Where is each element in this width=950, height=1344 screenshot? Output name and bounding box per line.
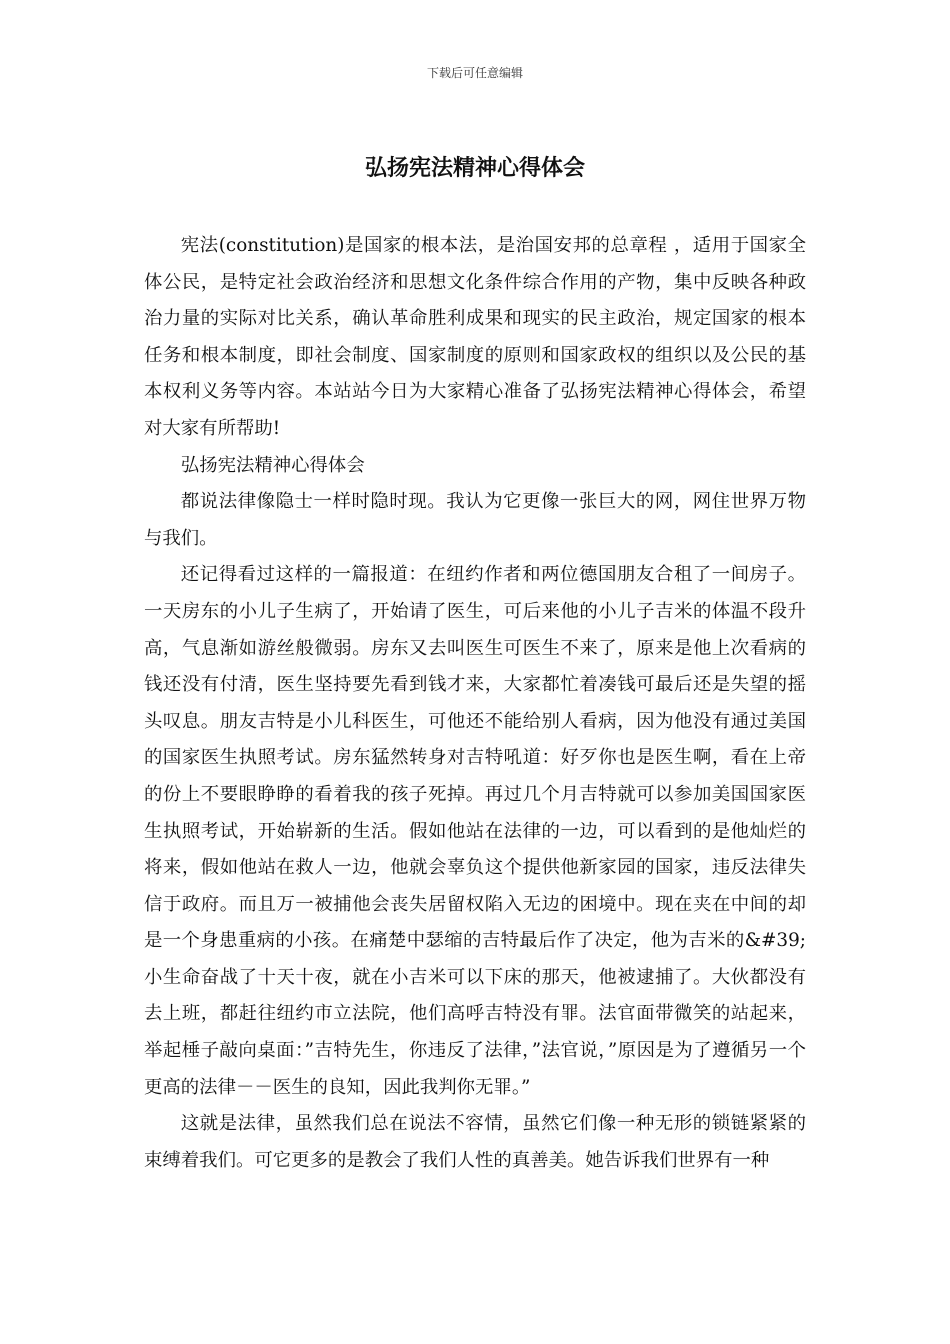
body-paragraph: 都说法律像隐士一样时隐时现。我认为它更像一张巨大的网，网住世界万物与我们。 <box>144 491 806 549</box>
document-body <box>144 228 806 1179</box>
story-paragraph: 还记得看过这样的一篇报道：在纽约作者和两位德国朋友合租了一间房子。一天房东的小儿子生病了，开始请了医生，可后来他的小儿子吉米的体温不段升高，气息渐如游丝般微弱。房东又去叫医生可医生不来了，原来是他上次看病的钱还没有付清，医生坚持要先看到钱才来，大家都忙着凑钱可最后还是失望的摇头叹息。朋友吉特是小儿科医生，可他还不能给别人看病，因为他没有通过美国的国家医生执照考试。房东猛然转身对吉特吼道：好歹你也是医生啊，看在上帝的份上不要眼睁睁的看着我的孩子死掉。再过几个月吉特就可以参加美国国家医生执照考试，开始崭新的生活。假如他站在法律的一边，可以看到的是他灿烂的将来，假如他站在救人一边，他就会辜负这个提供他新家园的国家，违反法律失信于政府。而且万一被捕他会丧失居留权陷入无边的困境中。现在夹在中间的却是一个身患重病的小孩。在痛楚中瑟缩的吉特最后作了决定，他为吉米的&#39;小生命奋战了十天十夜，就在小吉米可以下床的那天，他被逮捕了。大伙都没有去上班，都赶往纽约市立法院，他们高呼吉特没有罪。法官面带微笑的站起来，举起棰子敲向桌面：”吉特先生，你违反了法律，”法官说，”原因是为了遵循另一个更高的法律－－医生的良知，因此我判你无罪。” <box>144 564 806 1098</box>
document-title: 弘扬宪法精神心得体会 <box>364 155 585 181</box>
section-heading: 弘扬宪法精神心得体会 <box>180 454 365 476</box>
closing-paragraph: 这就是法律，虽然我们总在说法不容情，虽然它们像一种无形的锁链紧紧的束缚着我们。可它更多的是教会了我们人性的真善美。她告诉我们世界有一种 <box>144 1113 806 1171</box>
intro-paragraph: 宪法(constitution)是国家的根本法，是治国安邦的总章程 ，适用于国家全体公民，是特定社会政治经济和思想文化条件综合作用的产物，集中反映各种政治力量的实际对比关系，确认革命胜利成果和现实的民主政治，规定国家的根本任务和根本制度，即社会制度、国家制度的原则和国家政权的组织以及公民的基本权利义务等内容。本站站今日为大家精心准备了弘扬宪法精神心得体会，希望对大家有所帮助! <box>144 235 806 439</box>
header-note: 下载后可任意编辑 <box>426 66 523 80</box>
